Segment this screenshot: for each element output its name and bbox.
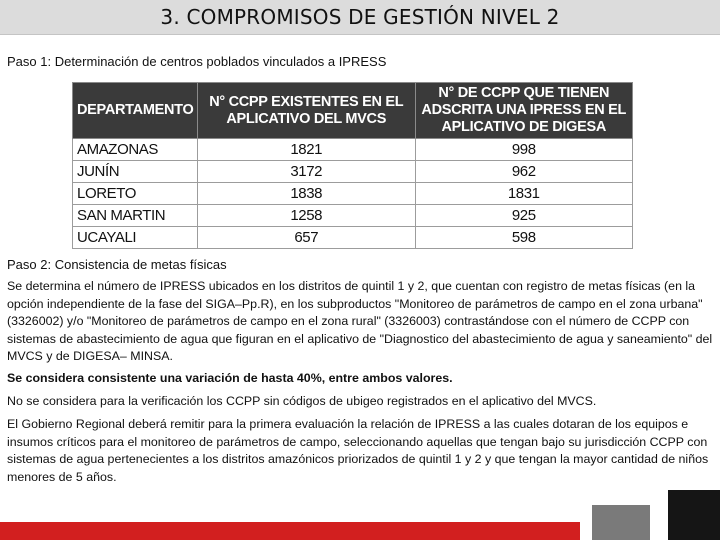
ccpp-table-container (72, 82, 633, 249)
cell-ccpp-mvcs: 1821 (198, 139, 416, 161)
step2-paragraph-threshold: Se considera consistente una variación de hasta 40%, entre ambos valores. (7, 371, 453, 385)
step1-heading: Paso 1: Determinación de centros poblados vinculados a IPRESS (7, 54, 387, 69)
header-ccpp-mvcs: N° CCPP EXISTENTES EN EL APLICATIVO DEL MVCS (198, 83, 416, 139)
header-ccpp-digesa: N° DE CCPP QUE TIENEN ADSCRITA UNA IPRESS EN EL APLICATIVO DE DIGESA (415, 83, 633, 139)
step2-paragraph-description: Se determina el número de IPRESS ubicados en los distritos de quintil 1 y 2, que cuentan con registro de metas físicas (en la opción independiente de la fase del SIGA–Pp.R), en los subproductos "Monitoreo de parámetros de campo en el zona urbana" (3326002) y/o "Monitoreo de parámetros de campo en el zona rural" (3326003) contrastándose con el número de CCPP con sistemas de abastecimiento de agua que figuran en el aplicativo de "Diagnostico del abastecimiento de agua y saneamiento" del MVCS y de DIGESA– MINSA. (7, 279, 713, 363)
ccpp-table (72, 82, 633, 249)
cell-ccpp-digesa: 962 (415, 161, 633, 183)
table-row (73, 139, 633, 161)
cell-ccpp-mvcs: 3172 (198, 161, 416, 183)
cell-ccpp-digesa: 1831 (415, 183, 633, 205)
cell-ccpp-mvcs: 1838 (198, 183, 416, 205)
cell-ccpp-digesa: 925 (415, 205, 633, 227)
step2-heading: Paso 2: Consistencia de metas físicas (7, 257, 227, 272)
cell-ccpp-mvcs: 657 (198, 227, 416, 249)
step2-paragraph-regional-government: El Gobierno Regional deberá remitir para la primera evaluación la relación de IPRESS a las cuales dotaran de los equipos e insumos críticos para el monitoreo de parámetros de campo, seleccionando aquellas que tengan bajo su jurisdicción CCPP con sistemas de agua pertenecientes a los distritos amazónicos priorizados de quintil 1 y 2 y que tengan la mayor cantidad de niños menores de 5 años. (7, 417, 709, 484)
slide-title: 3. COMPROMISOS DE GESTIÓN NIVEL 2 (160, 5, 560, 29)
cell-department: LORETO (73, 183, 198, 205)
step2-paragraph-exclusion: No se considera para la verificación los CCPP sin códigos de ubigeo registrados en el aplicativo del MVCS. (7, 394, 597, 408)
cell-department: UCAYALI (73, 227, 198, 249)
cell-ccpp-digesa: 598 (415, 227, 633, 249)
table-header-row (73, 83, 633, 139)
table-row (73, 161, 633, 183)
cell-department: SAN MARTIN (73, 205, 198, 227)
table-row (73, 183, 633, 205)
header-department: DEPARTAMENTO (73, 83, 198, 139)
cell-department: JUNÍN (73, 161, 198, 183)
cell-ccpp-mvcs: 1258 (198, 205, 416, 227)
slide-title-bar (0, 0, 720, 35)
table-row (73, 227, 633, 249)
table-row (73, 205, 633, 227)
footer-red-bar (0, 522, 580, 540)
cell-ccpp-digesa: 998 (415, 139, 633, 161)
cell-department: AMAZONAS (73, 139, 198, 161)
footer-gray-block (592, 505, 650, 540)
footer-black-block (668, 490, 720, 540)
